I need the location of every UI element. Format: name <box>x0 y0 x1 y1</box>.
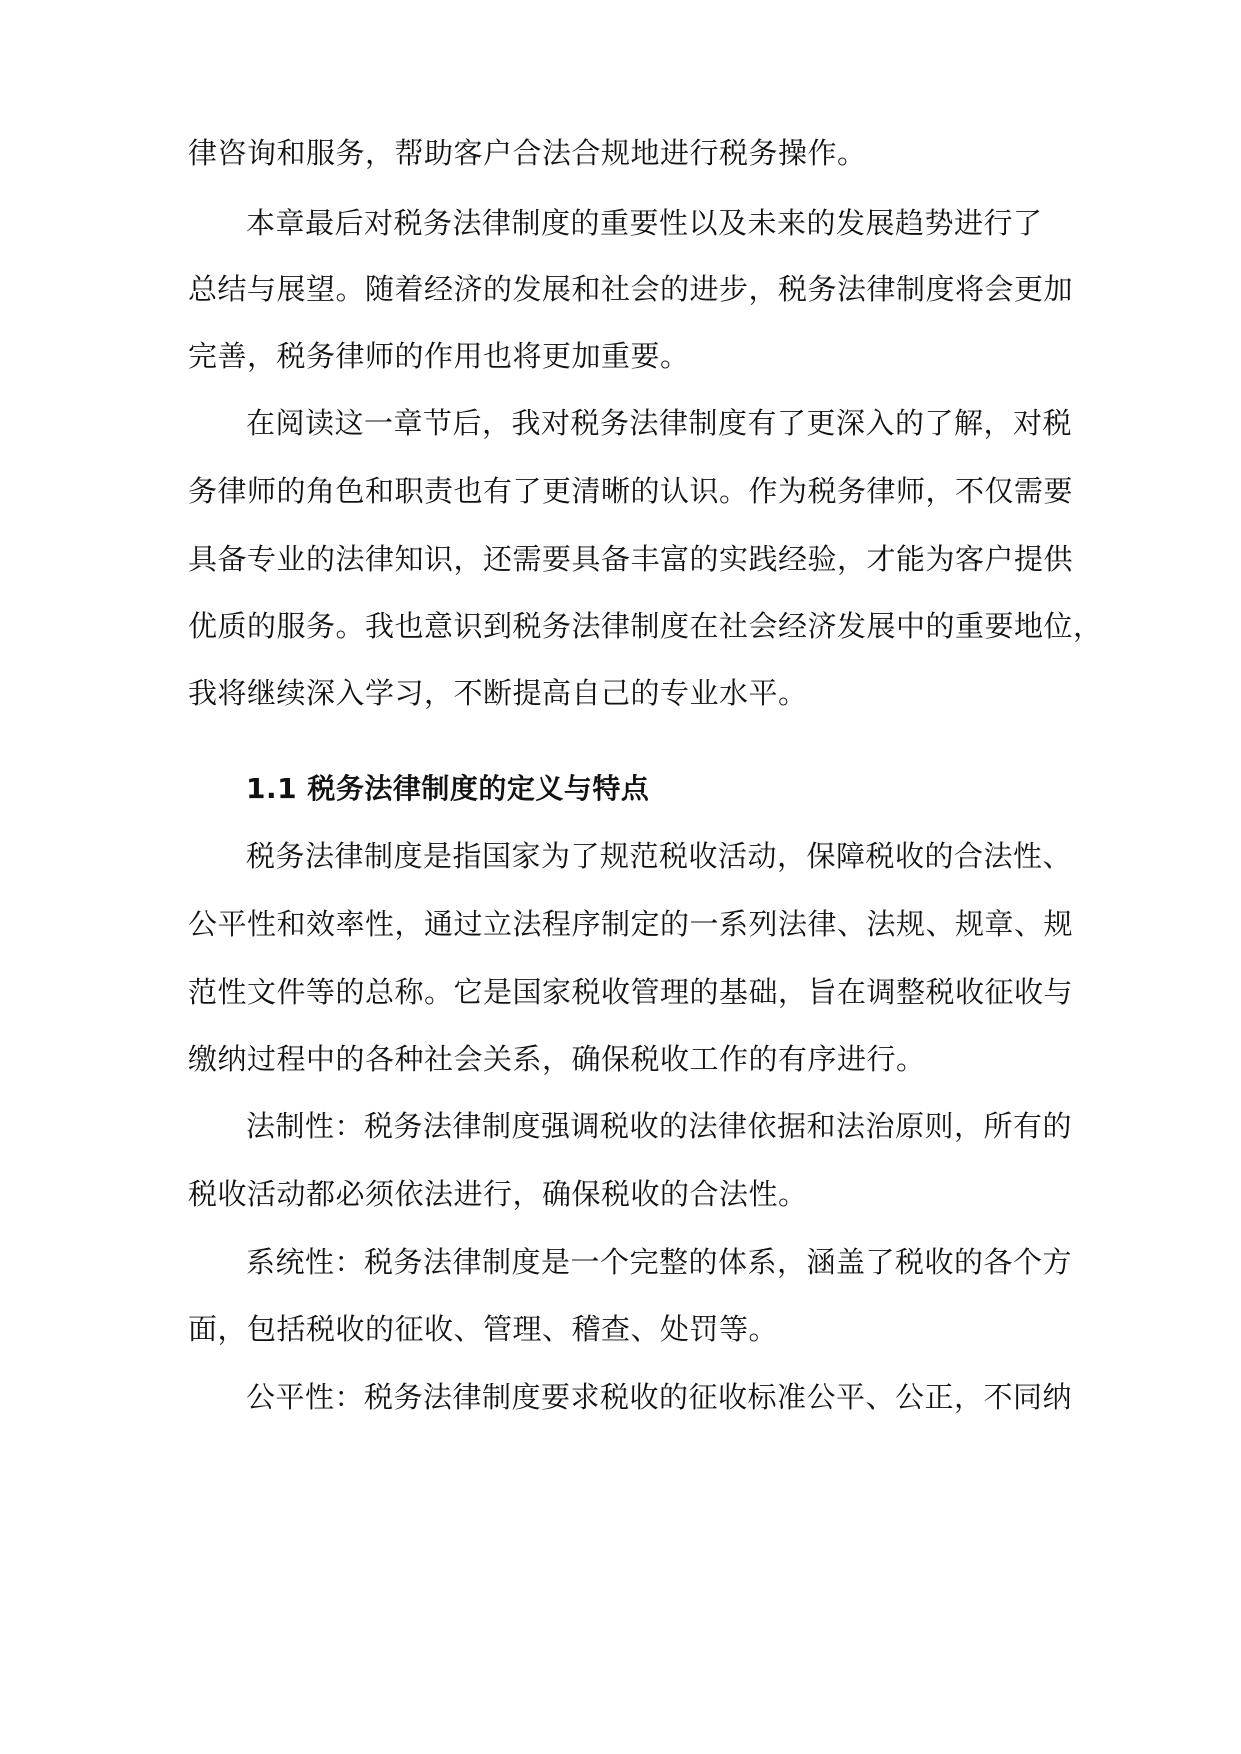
paragraph-line: 在阅读这一章节后，我对税务法律制度有了更深入的了解，对税 <box>246 406 1073 440</box>
paragraph-line: 律咨询和服务，帮助客户合法合规地进行税务操作。 <box>188 136 867 170</box>
paragraph-line: 本章最后对税务法律制度的重要性以及未来的发展趋势进行了 <box>246 206 1043 240</box>
section-heading: 1.1 税务法律制度的定义与特点 <box>246 772 650 805</box>
paragraph-line: 范性文件等的总称。它是国家税收管理的基础，旨在调整税收征收与 <box>188 975 1074 1009</box>
paragraph-line: 总结与展望。随着经济的发展和社会的进步，税务法律制度将会更加 <box>188 272 1074 306</box>
paragraph-line: 我将继续深入学习，不断提高自己的专业水平。 <box>188 676 808 710</box>
paragraph-line: 税收活动都必须依法进行，确保税收的合法性。 <box>188 1177 808 1211</box>
paragraph-line: 法制性：税务法律制度强调税收的法律依据和法治原则，所有的 <box>246 1109 1073 1143</box>
paragraph-line: 公平性：税务法律制度要求税收的征收标准公平、公正，不同纳 <box>246 1380 1073 1414</box>
paragraph-line: 公平性和效率性，通过立法程序制定的一系列法律、法规、规章、规 <box>188 907 1074 941</box>
paragraph-line: 面，包括税收的征收、管理、稽查、处罚等。 <box>188 1312 779 1346</box>
paragraph-line: 优质的服务。我也意识到税务法律制度在社会经济发展中的重要地位， <box>188 609 1103 643</box>
paragraph-line: 缴纳过程中的各种社会关系，确保税收工作的有序进行。 <box>188 1042 926 1076</box>
paragraph-line: 务律师的角色和职责也有了更清晰的认识。作为税务律师，不仅需要 <box>188 474 1074 508</box>
paragraph-line: 系统性：税务法律制度是一个完整的体系，涵盖了税收的各个方 <box>246 1245 1073 1279</box>
paragraph-line: 完善，税务律师的作用也将更加重要。 <box>188 339 690 373</box>
paragraph-line: 税务法律制度是指国家为了规范税收活动，保障税收的合法性、 <box>246 839 1073 873</box>
paragraph-line: 具备专业的法律知识，还需要具备丰富的实践经验，才能为客户提供 <box>188 542 1074 576</box>
